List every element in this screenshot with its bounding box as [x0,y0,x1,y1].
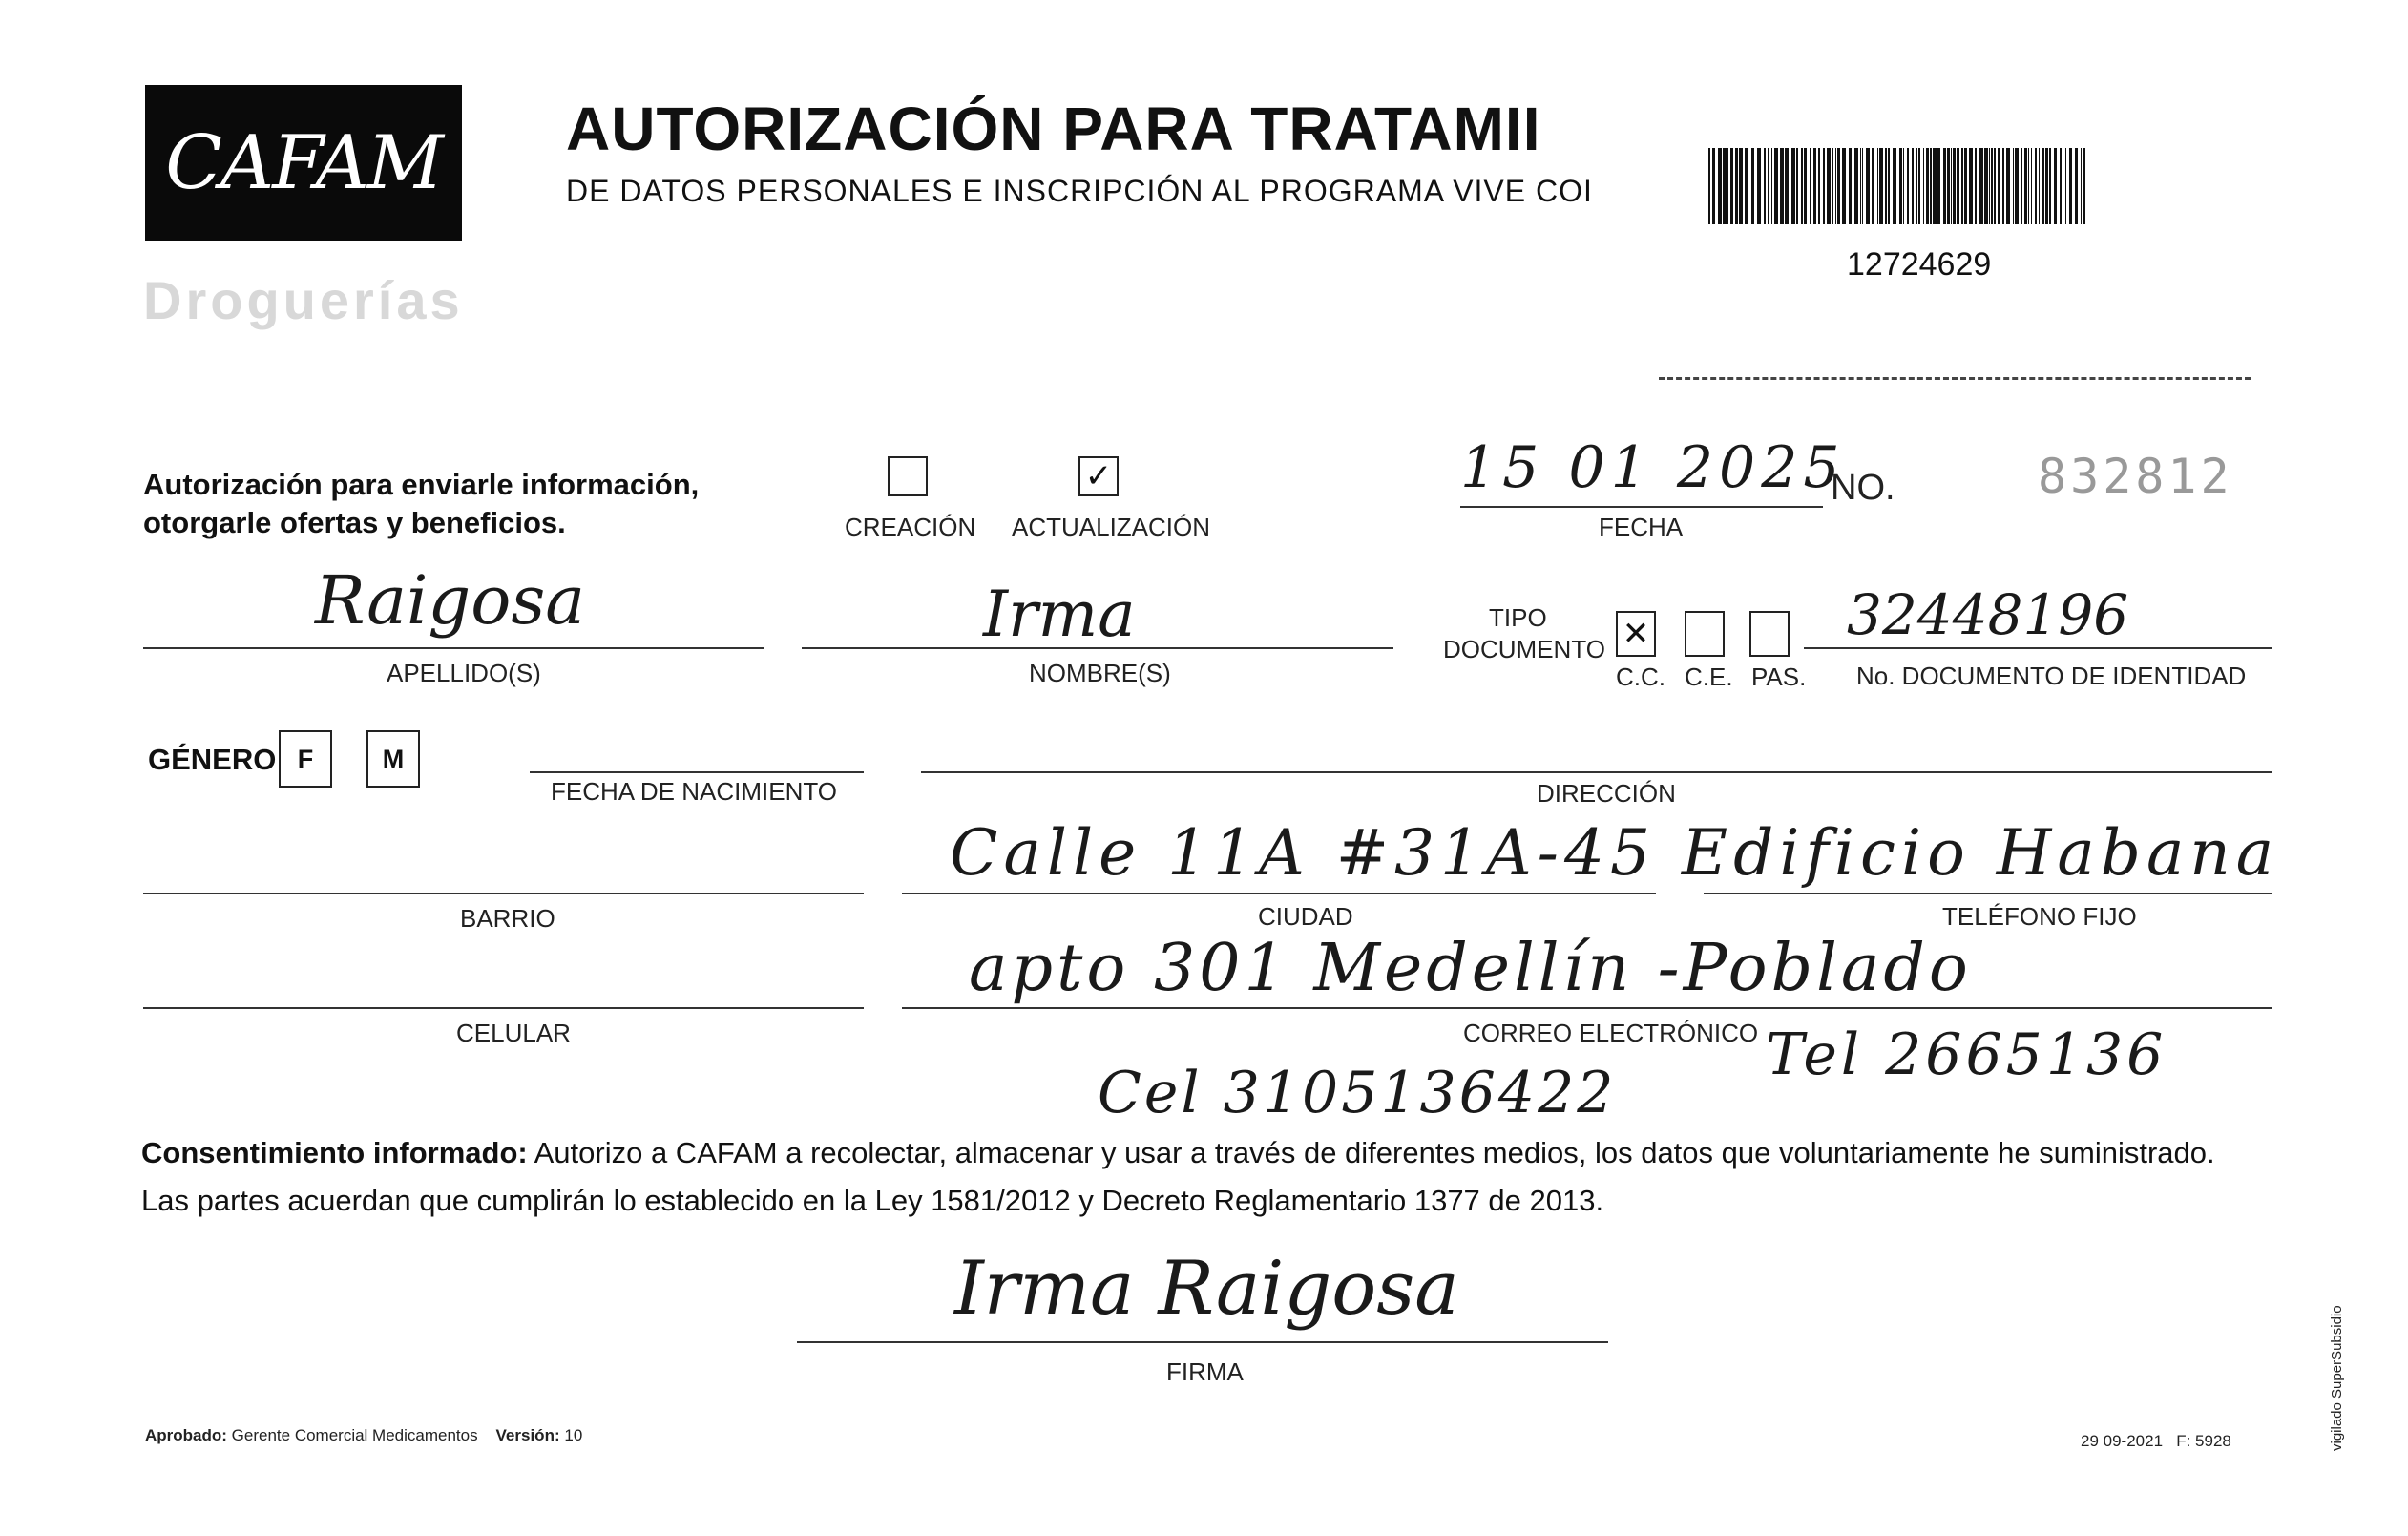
footer-right [2081,1432,2231,1451]
address-line-2: apto 301 Medellín -Poblado [969,931,1972,1006]
barcode-bar [1957,148,1959,224]
barcode-bar [1801,148,1803,224]
consent-line-2: Las partes acuerdan que cumplirán lo establecido en la Ley 1581/2012 y Decreto Reglamentario 1377 de 2013. [141,1184,1604,1217]
cc-label: C.C. [1616,663,1665,691]
barcode-bar [1916,148,1917,224]
cc-checkbox[interactable] [1616,611,1656,657]
telefono-label: TELÉFONO FIJO [1942,902,2137,931]
barcode-bar [1953,148,1956,224]
barcode-bar [2031,148,2032,224]
creacion-label: CREACIÓN [845,513,976,541]
gender-m-box[interactable]: M [366,730,420,788]
aprobado-value: Gerente Comercial Medicamentos [231,1426,478,1444]
authorization-text-1: Autorización para enviarle información, [143,468,700,501]
document-number: 32448196 [1847,582,2129,647]
x-mark-icon: ✕ [1622,615,1650,653]
documento-label: DOCUMENTO [1443,635,1605,663]
barcode-bar [1768,148,1769,224]
barcode-bar [1872,148,1874,224]
barcode-bar [1842,148,1846,224]
gender-f-box[interactable]: F [279,730,332,788]
barcode-bar [1961,148,1963,224]
barcode-bar [1764,148,1766,224]
barcode-bar [1727,148,1728,224]
aprobado-label: Aprobado: [145,1426,227,1444]
nombre-line [802,647,1393,649]
ciudad-label: CIUDAD [1258,902,1353,931]
ciudad-line [902,893,1656,894]
birth-date-line [530,771,864,773]
creacion-checkbox[interactable] [888,456,928,496]
barcode-bar [2045,148,2048,224]
footer-date: 29 09-2021 [2081,1432,2164,1450]
form-subtitle: DE DATOS PERSONALES E INSCRIPCIÓN AL PROGRAMA VIVE COI [566,174,1593,208]
form-number: 832812 [2038,449,2233,504]
barcode-bar [1810,148,1811,224]
barcode-bar [1818,148,1820,224]
barrio-line [143,893,864,894]
barcode-bar [1918,148,1920,224]
barcode-bar [1745,148,1748,224]
consent-lead: Consentimiento informado: [141,1136,528,1169]
barcode-bar [1780,148,1784,224]
barcode-bar [1837,148,1840,224]
barcode-bar [2060,148,2062,224]
document-label: No. DOCUMENTO DE IDENTIDAD [1856,662,2247,690]
barcode-bar [1933,148,1937,224]
barcode-bar [1771,148,1772,224]
barcode-bar [1723,148,1727,224]
barcode-bar [1712,148,1715,224]
signature: Irma Raigosa [954,1246,1459,1332]
barcode-bar [1923,148,1924,224]
barcode-bar [1885,148,1887,224]
barcode-bar [1785,148,1789,224]
no-label: NO. [1831,468,1895,508]
barcode-bar [2081,148,2082,224]
barcode-bar [2035,148,2037,224]
barcode-bar [1937,148,1940,224]
barcode-bar [1879,148,1883,224]
barcode-bar [1862,148,1863,224]
barcode-bar [1751,148,1754,224]
authorization-text-2: otorgarle ofertas y beneficios. [143,506,566,539]
logo-subtext: Droguerías [143,270,464,330]
barcode-bar [1926,148,1929,224]
barcode-bar [1866,148,1870,224]
birth-date-label: FECHA DE NACIMIENTO [551,777,838,806]
barcode-bar [1854,148,1858,224]
barcode [1708,148,2090,224]
correo-label: CORREO ELECTRÓNICO [1463,1019,1759,1047]
apellido-value: Raigosa [315,561,586,640]
version-value: 10 [564,1426,583,1444]
direccion-label: DIRECCIÓN [1537,779,1676,808]
barcode-bar [1835,148,1836,224]
nombre-value: Irma [983,578,1136,651]
apellido-line [143,647,764,649]
footer-code: F: 5928 [2176,1432,2231,1450]
actualizacion-label: ACTUALIZACIÓN [1012,513,1211,541]
barcode-bar [1796,148,1798,224]
barcode-bar [1757,148,1761,224]
telefono-value: Tel 2665136 [1766,1021,2167,1088]
barcode-bar [2024,148,2027,224]
barcode-bar [1804,148,1807,224]
barcode-bar [1774,148,1778,224]
barcode-bar [2021,148,2022,224]
barcode-bar [1930,148,1932,224]
actualizacion-checkbox[interactable] [1078,456,1119,496]
date-label: FECHA [1599,513,1684,541]
celular-value: Cel 3105136422 [1098,1060,1617,1126]
correo-line [902,1007,2272,1009]
barcode-bar [2075,148,2078,224]
consent-text: Autorizo a CAFAM a recolectar, almacenar y usar a través de diferentes medios, los datos que voluntariamente he suministrado. [527,1136,2215,1169]
form-title: AUTORIZACIÓN PARA TRATAMII [566,95,1541,163]
barcode-bar [1823,148,1825,224]
barcode-bar [1947,148,1950,224]
barcode-bar [1998,148,2000,224]
address-line-1: Calle 11A #31A-45 Edificio Habana [950,816,2280,890]
dashed-line [1659,377,2251,380]
cafam-logo [145,85,462,241]
barcode-bar [1907,148,1909,224]
barcode-bar [1951,148,1952,224]
logo-text: CAFAM [165,119,442,206]
barcode-bar [1964,148,1967,224]
barcode-bar [1989,148,1990,224]
footer-left [145,1426,582,1445]
telefono-line [1704,893,2272,894]
barcode-bar [2013,148,2014,224]
barcode-bar [1877,148,1878,224]
barcode-bar [1984,148,1988,224]
barcode-bar [1975,148,1977,224]
barcode-bar [2039,148,2040,224]
pas-label: PAS. [1751,663,1807,691]
check-mark-icon: ✓ [1084,457,1113,495]
barcode-bar [2015,148,2019,224]
barcode-bar [1979,148,1983,224]
barcode-bar [2042,148,2044,224]
celular-line [143,1007,864,1009]
apellido-label: APELLIDO(S) [387,659,541,687]
ce-checkbox[interactable] [1685,611,1725,657]
signature-label: FIRMA [1166,1357,1244,1386]
barcode-bar [1718,148,1722,224]
barcode-bar [2006,148,2010,224]
barcode-bar [2065,148,2066,224]
barcode-bar [1888,148,1890,224]
nombre-label: NOMBRE(S) [1029,659,1171,687]
barcode-bar [2002,148,2004,224]
barcode-bar [1739,148,1743,224]
genero-label: GÉNERO [148,743,277,776]
date-line [1460,506,1823,508]
pas-checkbox[interactable] [1749,611,1790,657]
barcode-bar [1893,148,1896,224]
barcode-bar [1735,148,1738,224]
barcode-bar [1849,148,1852,224]
barcode-bar [1832,148,1833,224]
version-label: Versión: [495,1426,560,1444]
barcode-bar [1912,148,1914,224]
barrio-label: BARRIO [460,904,555,933]
consent-paragraph [141,1129,2279,1177]
barcode-bar [1903,148,1904,224]
barcode-bar [2083,148,2085,224]
barcode-bar [2049,148,2051,224]
date-value: 15 01 2025 [1460,434,1846,501]
barcode-bar [1994,148,1996,224]
barcode-bar [1969,148,1973,224]
barcode-bar [1860,148,1861,224]
side-vertical-text: vigilado SuperSubsidio [2329,1305,2345,1451]
barcode-bar [1791,148,1795,224]
barcode-bar [2069,148,2072,224]
document-line [1804,647,2272,649]
barcode-bar [1708,148,1710,224]
ce-label: C.E. [1685,663,1733,691]
tipo-label: TIPO [1489,603,1547,632]
barcode-bar [1730,148,1733,224]
barcode-bar [1813,148,1816,224]
signature-line [797,1341,1608,1343]
barcode-number: 12724629 [1847,246,1992,283]
barcode-bar [1943,148,1946,224]
barcode-bar [2028,148,2029,224]
barcode-bar [2054,148,2057,224]
barcode-bar [1991,148,1993,224]
direccion-line [921,771,2272,773]
celular-label: CELULAR [456,1019,571,1047]
barcode-bar [1899,148,1902,224]
barcode-bar [1827,148,1831,224]
